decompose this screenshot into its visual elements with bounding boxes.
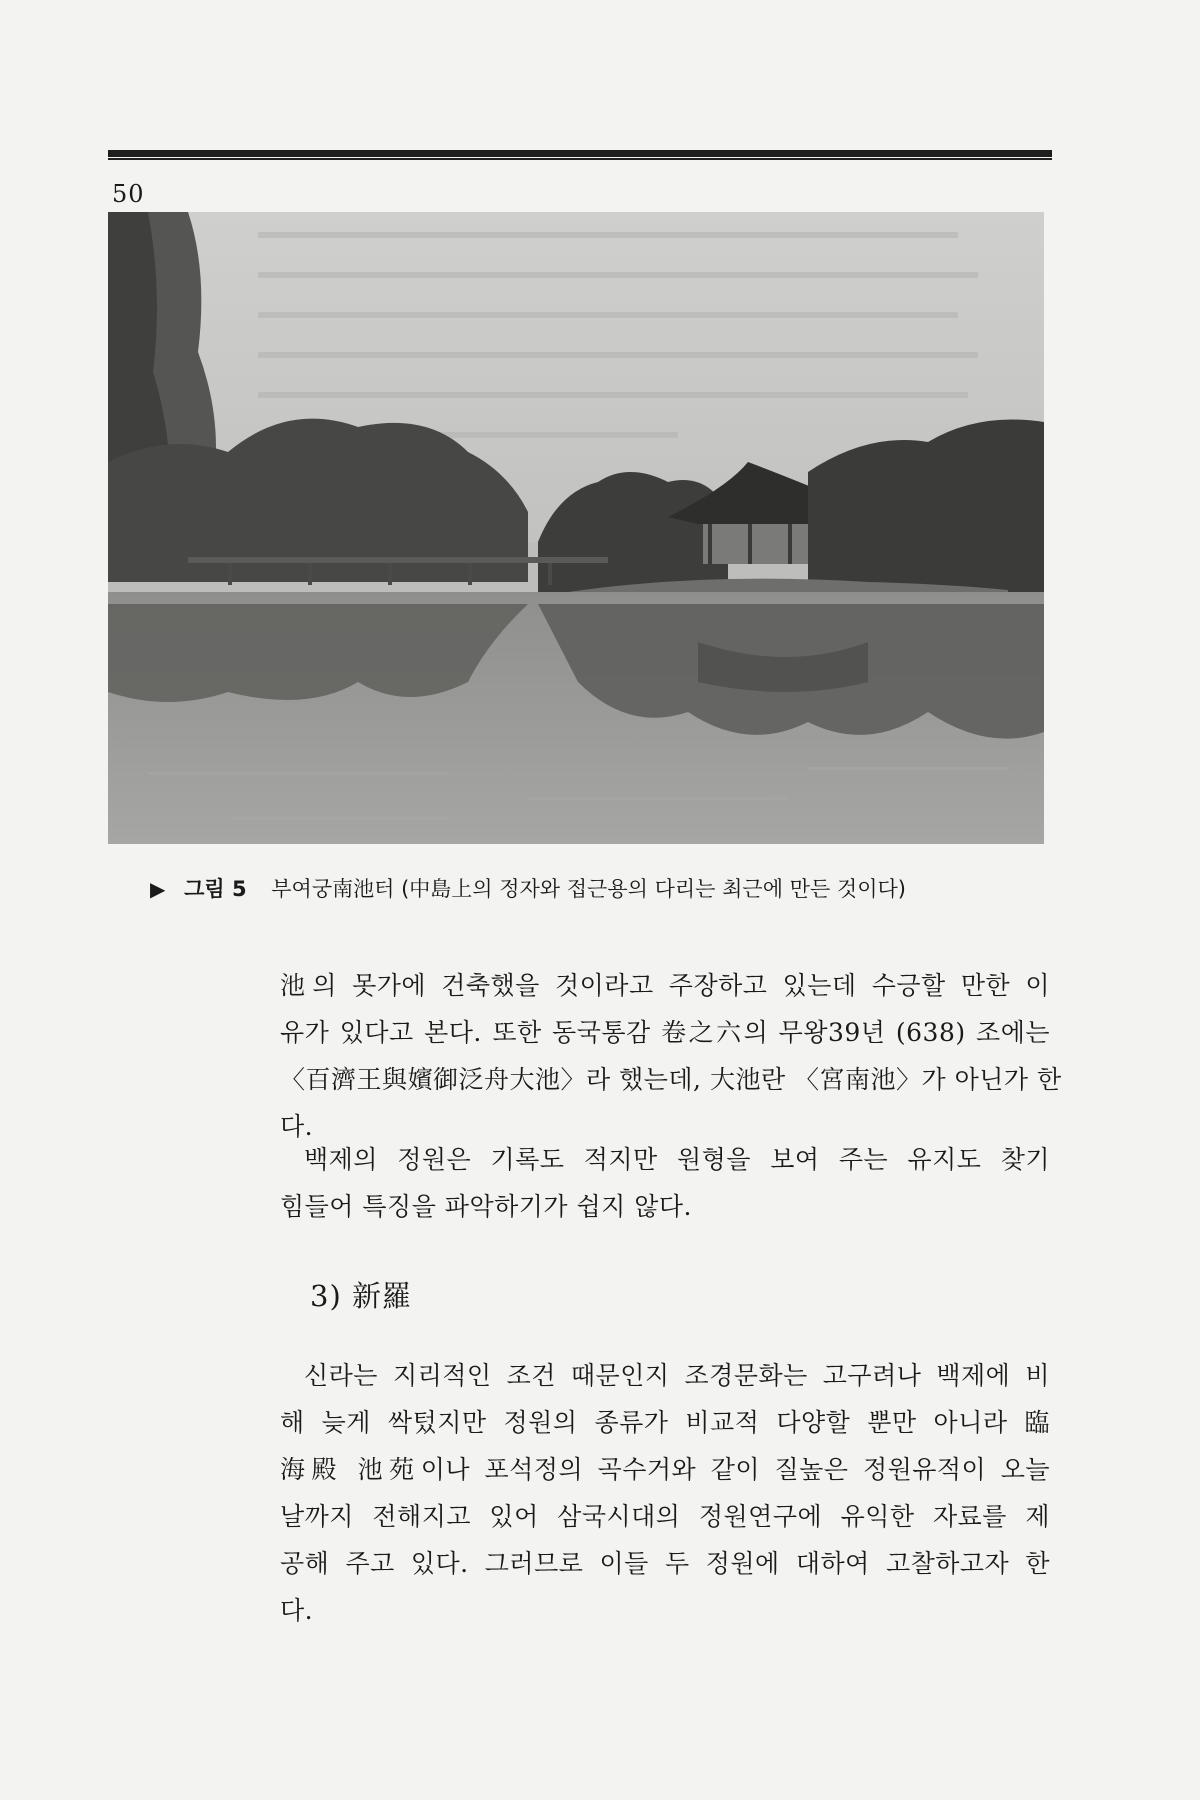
paragraph-line: 다. <box>280 1112 314 1141</box>
garden-pond-photo <box>108 212 1044 844</box>
figure-caption <box>150 874 1050 904</box>
paragraph-3 <box>280 1352 1050 1634</box>
figure-caption-text: 부여궁南池터 (中島上의 정자와 접근용의 다리는 최근에 만든 것이다) <box>271 877 906 901</box>
paragraph-2 <box>280 1136 1050 1230</box>
paragraph-1 <box>280 962 1062 1150</box>
paragraph-line: 해 늦게 싹텄지만 정원의 종류가 비교적 다양할 뿐만 아니라 臨 <box>280 1408 1050 1437</box>
paragraph-line: 백제의 정원은 기록도 적지만 원형을 보여 주는 유지도 찾기 <box>304 1145 1050 1174</box>
paragraph-line: 신라는 지리적인 조건 때문인지 조경문화는 고구려나 백제에 비 <box>304 1361 1050 1390</box>
paragraph-line: 池의 못가에 건축했을 것이라고 주장하고 있는데 수긍할 만한 이 <box>280 971 1050 1000</box>
paragraph-line: 海殿 池苑이나 포석정의 곡수거와 같이 질높은 정원유적이 오늘 <box>280 1455 1050 1484</box>
paragraph-line: 공해 주고 있다. 그러므로 이들 두 정원에 대하여 고찰하고자 한 <box>280 1549 1050 1578</box>
paragraph-line: 날까지 전해지고 있어 삼국시대의 정원연구에 유익한 자료를 제 <box>280 1502 1050 1531</box>
section-heading: 3) 新羅 <box>310 1279 412 1313</box>
figure-label: 그림 5 <box>184 877 247 901</box>
paragraph-line: 힘들어 특징을 파악하기가 쉽지 않다. <box>280 1192 692 1221</box>
paragraph-line: 유가 있다고 본다. 또한 동국통감 卷之六의 무왕39년 (638) 조에는 <box>280 1018 1050 1047</box>
caption-marker-icon: ▶ <box>150 877 166 901</box>
paragraph-line: 다. <box>280 1596 314 1625</box>
pond-photo-graphic <box>108 212 1044 844</box>
page-number: 50 <box>112 180 145 208</box>
header-rule <box>108 150 1052 160</box>
paragraph-line: 〈百濟王與嬪御泛舟大池〉라 했는데, 大池란 〈宮南池〉가 아닌가 한 <box>280 1065 1062 1094</box>
